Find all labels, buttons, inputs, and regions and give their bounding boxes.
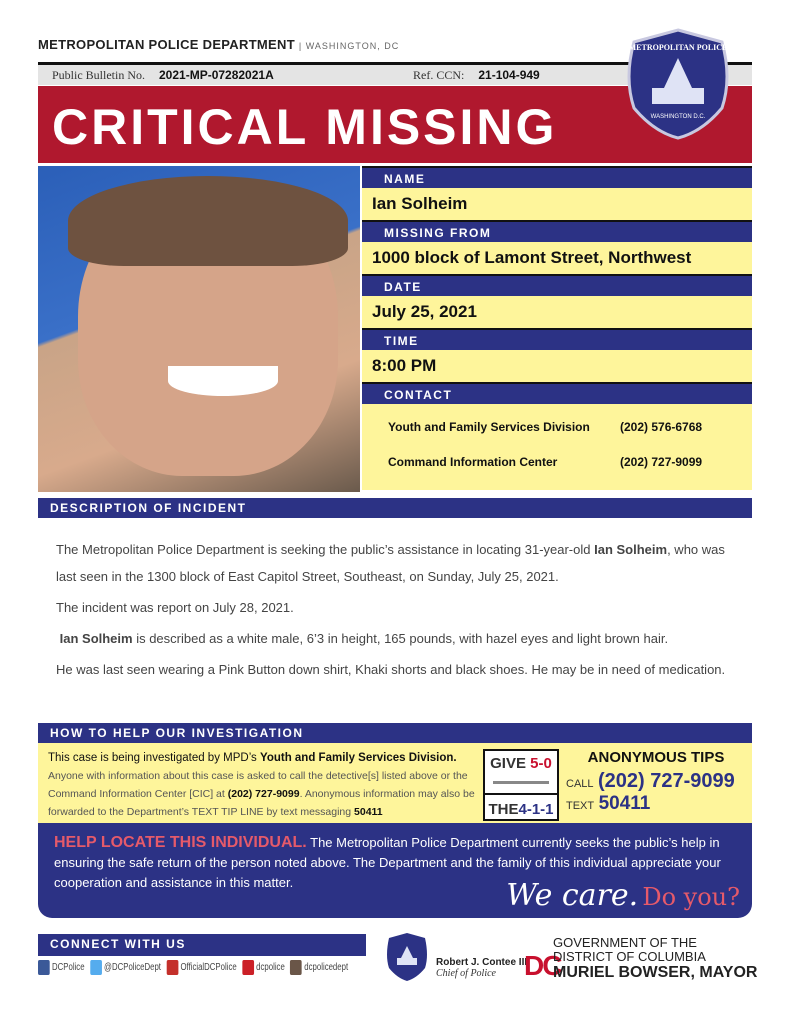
- ccn-label: Ref. CCN:: [413, 67, 465, 82]
- anonymous-tips: ANONYMOUS TIPS CALL (202) 727-9099 TEXT 50411: [566, 749, 735, 814]
- social-link-facebook[interactable]: DCPolice: [38, 960, 85, 975]
- description-body: The Metropolitan Police Department is seeking the public’s assistance in locating 31-year-old Ian Solheim, who was last seen in the 1300 block of East Capitol Street, Southeast, on Sunday, July 25, 2021. The incident was report on July 28, 2021. Ian Solheim is described as a white male, 6’3 in height, 165 pounds, with hazel eyes and light brown hair. He was last seen wearing a Pink Button down shirt, Khaki shorts and black shoes. He may be in need of medication.: [56, 542, 726, 677]
- government-text: GOVERNMENT OF THE DISTRICT OF COLUMBIA MURIEL BOWSER, MAYOR: [553, 935, 758, 981]
- social-links: [38, 960, 348, 975]
- name-label: NAME: [362, 166, 752, 188]
- contact-item: Youth and Family Services Division (202) 576-6768: [388, 420, 703, 434]
- connect-header: CONNECT WITH US: [38, 934, 366, 956]
- contact-phone[interactable]: (202) 576-6768: [620, 420, 703, 434]
- missing-person-photo: [38, 166, 360, 492]
- chief-info: Robert J. Contee III Chief of Police: [436, 957, 528, 979]
- instagram-icon: [290, 960, 302, 975]
- svg-text:METROPOLITAN POLICE: METROPOLITAN POLICE: [628, 43, 728, 52]
- youtube-icon: [166, 960, 178, 975]
- date-value: July 25, 2021: [362, 296, 752, 328]
- social-link-instagram[interactable]: dcpolicedept: [290, 960, 348, 975]
- social-link-twitter[interactable]: @DCPoliceDept: [90, 960, 161, 975]
- ccn-number: 21-104-949: [478, 68, 540, 82]
- contact-list: [362, 404, 752, 490]
- time-label: TIME: [362, 328, 752, 350]
- page-title: CRITICAL MISSING: [52, 99, 558, 155]
- give-50-the-411-logo: GIVE 5-0 THE4-1-1: [483, 749, 559, 821]
- help-header: HOW TO HELP OUR INVESTIGATION: [38, 723, 752, 743]
- missing-from-label: MISSING FROM: [362, 220, 752, 242]
- contact-phone[interactable]: (202) 727-9099: [620, 455, 703, 469]
- help-section: [38, 743, 752, 823]
- facebook-icon: [38, 960, 50, 975]
- police-badge-small: [385, 932, 429, 982]
- social-link-youtube[interactable]: OfficialDCPolice: [166, 960, 236, 975]
- police-badge-logo: [622, 28, 734, 140]
- twitter-icon: [90, 960, 102, 975]
- contact-label: CONTACT: [362, 382, 752, 404]
- tip-text-number[interactable]: 50411: [598, 793, 651, 814]
- name-value: Ian Solheim: [362, 188, 752, 220]
- we-care-slogan: We care. Do you?: [506, 878, 740, 913]
- date-label: DATE: [362, 274, 752, 296]
- dc-logo: DC: [524, 950, 561, 981]
- bulletin-label: Public Bulletin No.: [52, 67, 145, 82]
- department-header: METROPOLITAN POLICE DEPARTMENT | WASHINGTON, DC: [38, 37, 400, 52]
- svg-text:WASHINGTON D.C.: WASHINGTON D.C.: [650, 114, 706, 120]
- social-link-pinterest[interactable]: dcpolice: [242, 960, 285, 975]
- pinterest-icon: [242, 960, 254, 975]
- contact-item: Command Information Center (202) 727-9099: [388, 455, 703, 469]
- time-value: 8:00 PM: [362, 350, 752, 382]
- info-panel: [362, 166, 752, 490]
- bulletin-number: 2021-MP-07282021A: [159, 68, 274, 82]
- tip-phone[interactable]: (202) 727-9099: [597, 770, 735, 792]
- help-text: This case is being investigated by MPD’s Youth and Family Services Division. Anyone with information about this case is asked to call the detective[s] listed above or the Command Information Center [CIC] at (202) 727-9099. Anonymous information may also be forwarded to the Department’s TEXT TIP LINE by text messaging 50411: [48, 752, 475, 818]
- description-header: DESCRIPTION OF INCIDENT: [38, 498, 752, 518]
- help-locate-section: HELP LOCATE THIS INDIVIDUAL. The Metropolitan Police Department currently seeks the public’s help in ensuring the safe return of the person noted above. The Department and the family of this individual appreciate your cooperation and assistance in this matter. We care. Do you?: [38, 823, 752, 918]
- missing-from-value: 1000 block of Lamont Street, Northwest: [362, 242, 752, 274]
